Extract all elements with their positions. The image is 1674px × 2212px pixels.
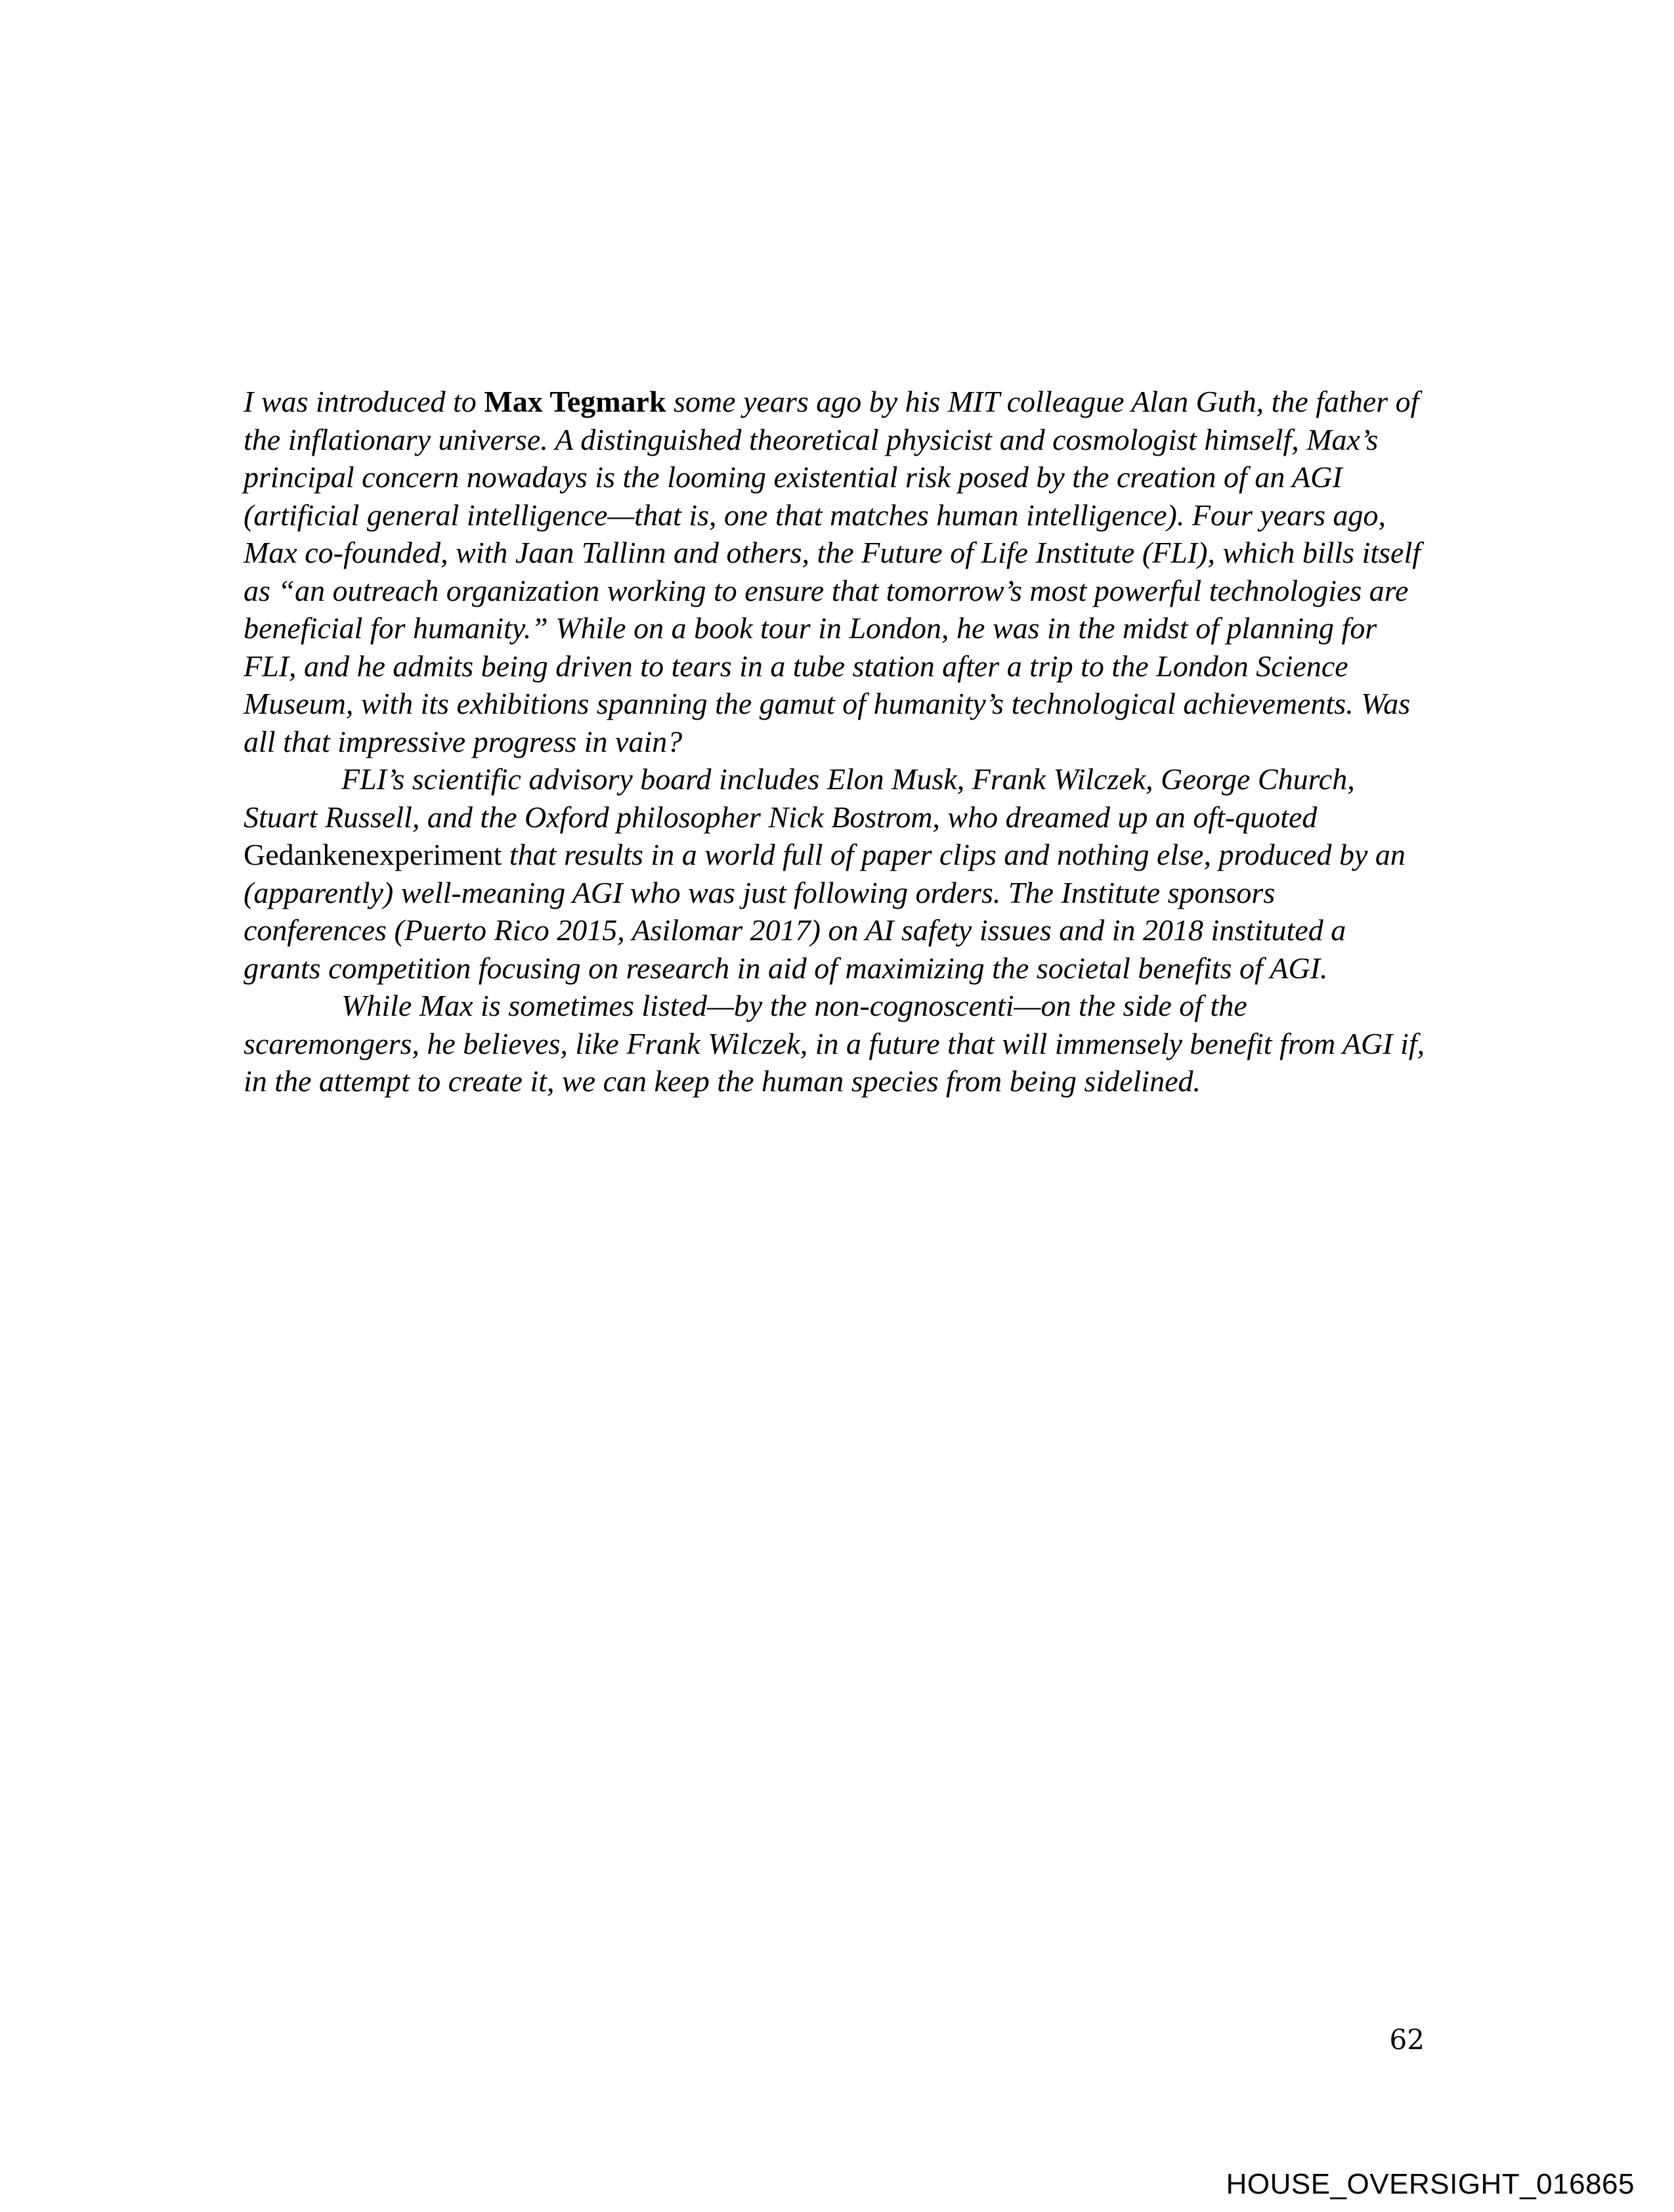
paragraph-1: [244, 383, 1425, 760]
page-number: 62: [1389, 2024, 1425, 2056]
paragraph-1-lead: I was introduced to: [244, 385, 484, 418]
paragraph-1-rest: some years ago by his MIT colleague Alan Guth, the father of the inflationary universe. A distinguished theoretical physicist and cosmologist himself, Max’s principal concern nowadays is the looming existential risk posed by the creation of an AGI (artificial general intelligence—that is, one that matches human intelligence). Four years ago, Max co-founded, with Jaan Tallinn and others, the Future of Life Institute (FLI), which bills itself as “an outreach organization working to ensure that tomorrow’s most powerful technologies are beneficial for humanity.” While on a book tour in London, he was in the midst of planning for FLI, and he admits being driven to tears in a tube station after a trip to the London Science Museum, with its exhibitions spanning the gamut of humanity’s technological achievements. Was all that impressive progress in vain?: [244, 385, 1421, 758]
paragraph-2-rest: that results in a world full of paper clips and nothing else, produced by an (apparently) well-meaning AGI who was just following orders. The Institute sponsors conferences (Puerto Rico 2015, Asilomar 2017) on AI safety issues and in 2018 instituted a grants competition focusing on research in aid of maximizing the societal benefits of AGI.: [244, 838, 1406, 985]
body-text: [244, 383, 1425, 1100]
paragraph-3: While Max is sometimes listed—by the non-cognoscenti—on the side of the scaremongers, he believes, like Frank Wilczek, in a future that will immensely benefit from AGI if, in the attempt to create it, we can keep the human species from being sidelined.: [244, 989, 1425, 1098]
gedankenexperiment-term: Gedankenexperiment: [244, 838, 502, 871]
bates-number: HOUSE_OVERSIGHT_016865: [1226, 2168, 1635, 2200]
paragraph-2-lead: FLI’s scientific advisory board includes Elon Musk, Frank Wilczek, George Church, Stuart Russell, and the Oxford philosopher Nick Bostrom, who dreamed up an oft-quoted: [244, 762, 1355, 834]
paragraph-2: [244, 760, 1425, 987]
subject-name: Max Tegmark: [484, 385, 666, 418]
